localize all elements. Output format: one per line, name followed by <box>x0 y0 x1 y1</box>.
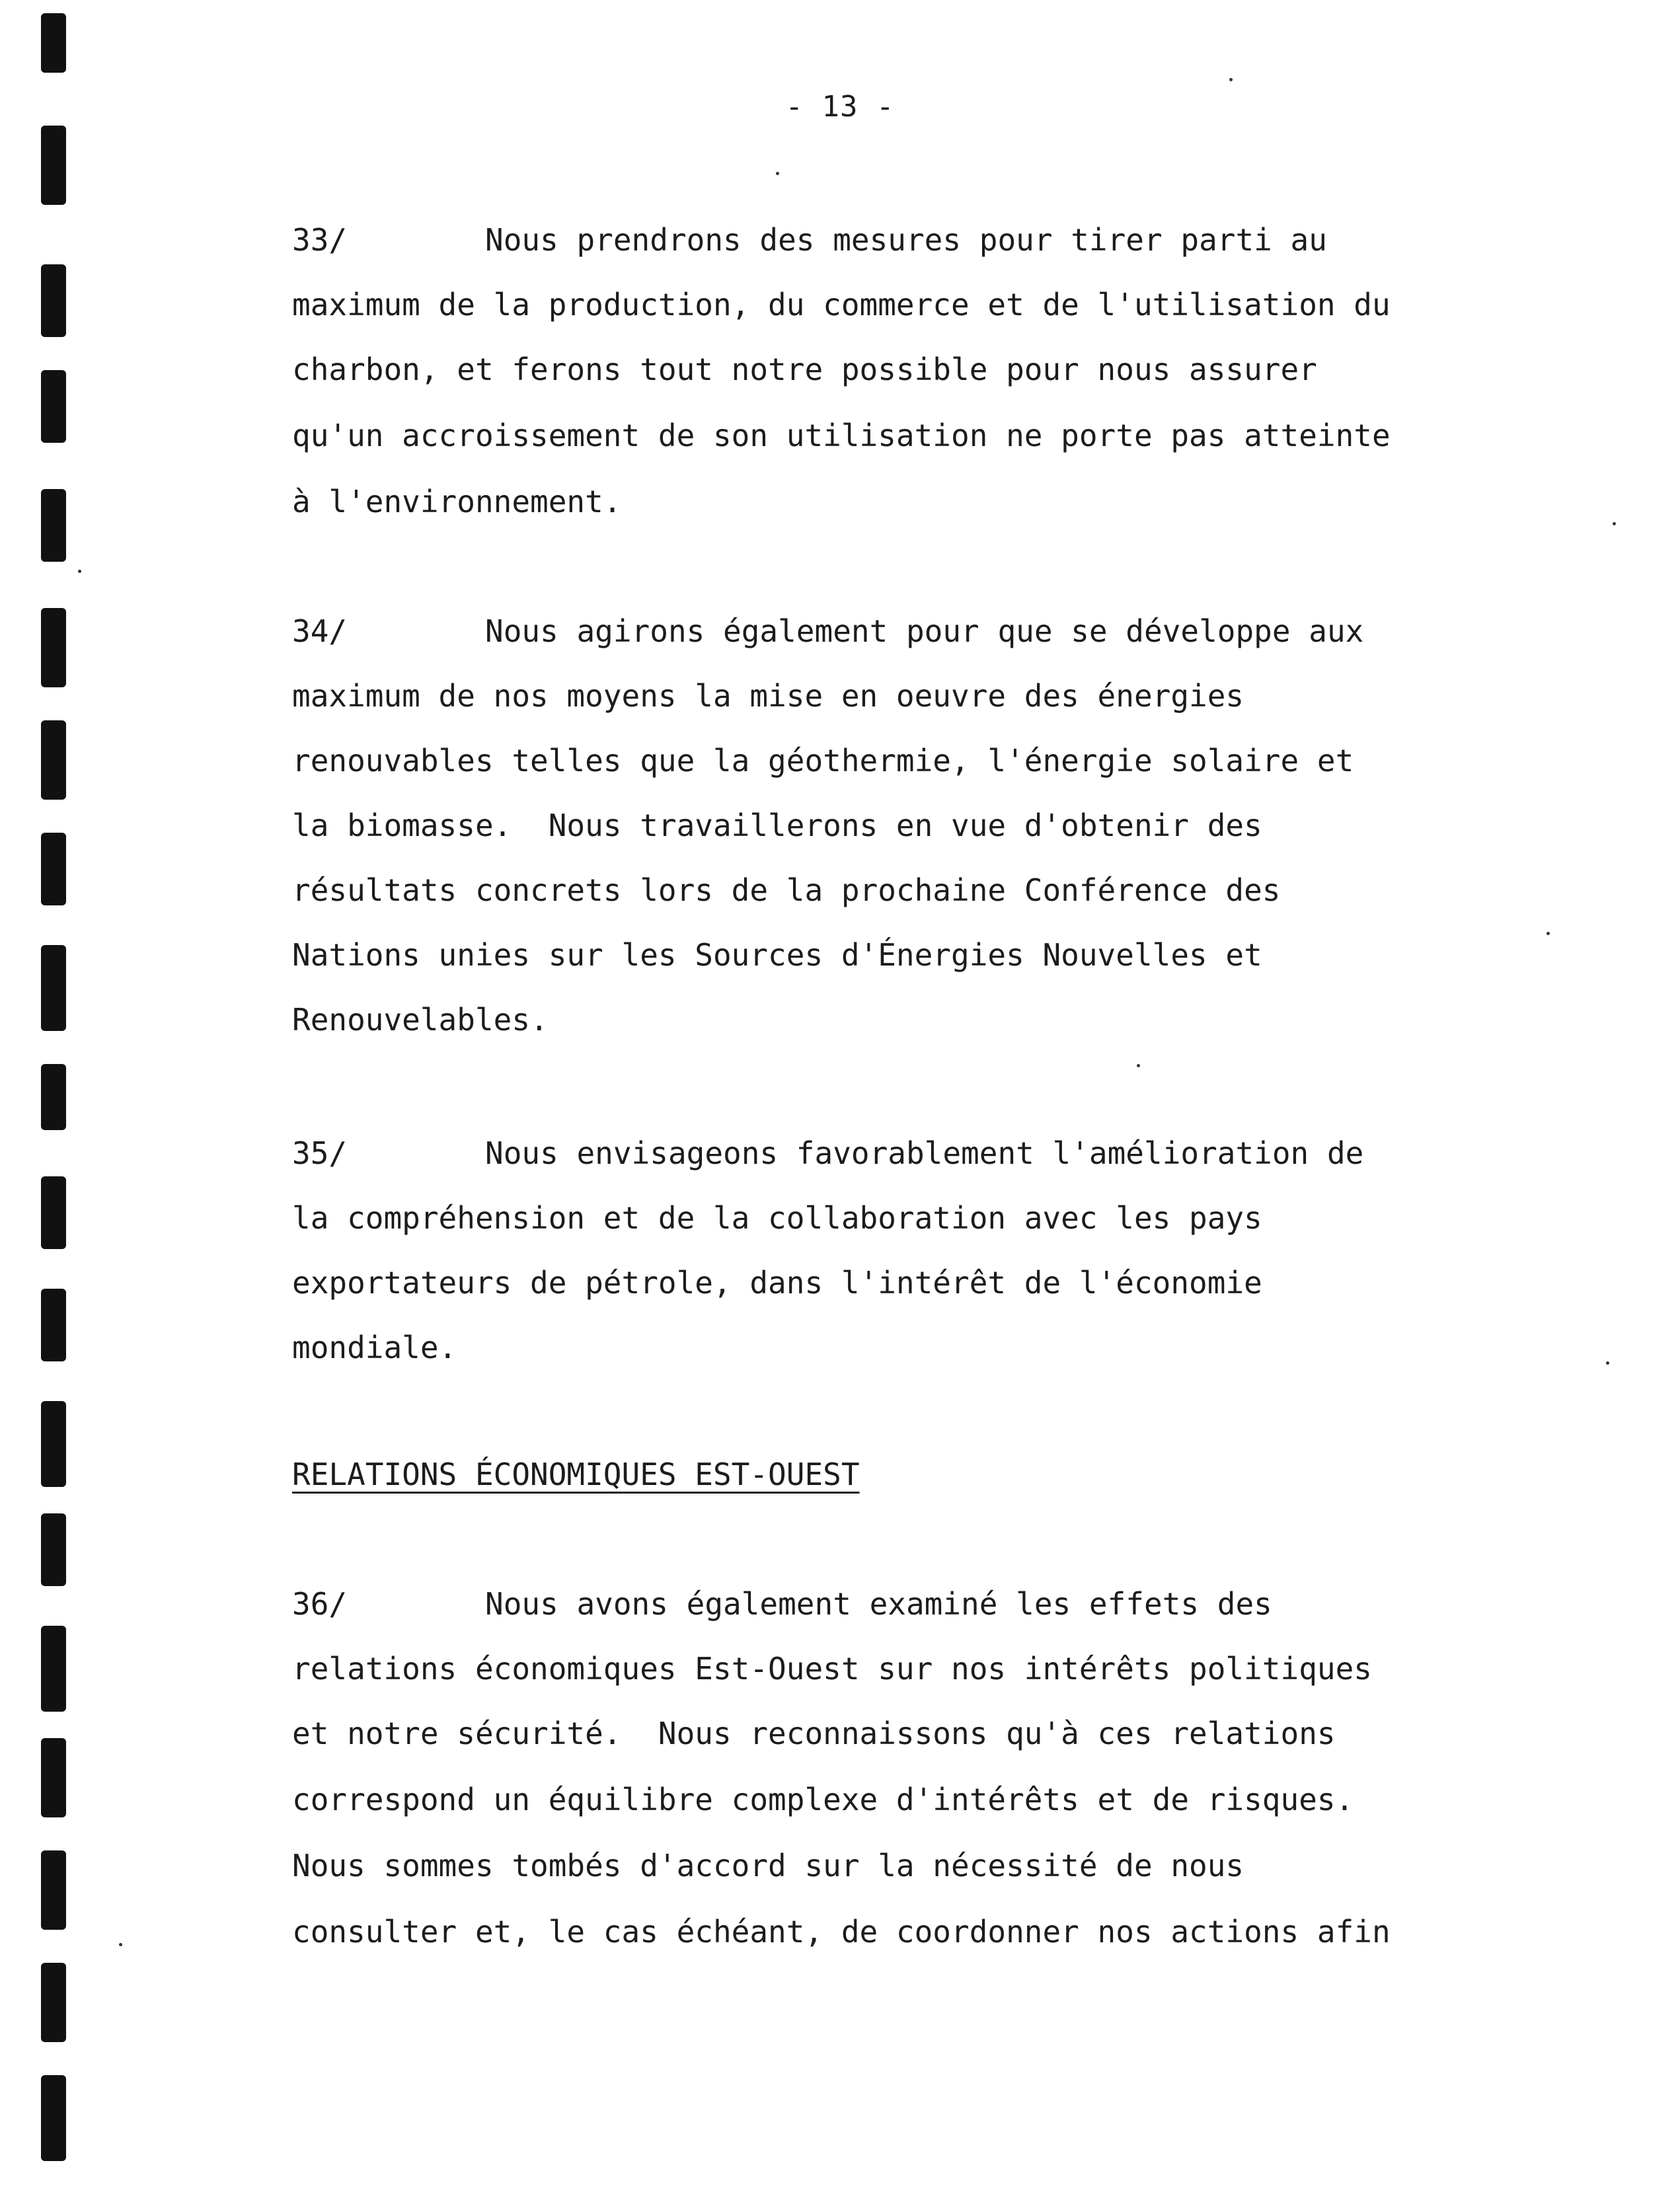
punch-hole <box>41 126 66 205</box>
paragraph-line: la biomasse. Nous travaillerons en vue d'obtenir des <box>292 808 1262 843</box>
punch-hole <box>41 13 66 73</box>
paragraph-line: Nous envisageons favorablement l'amélioration de <box>485 1135 1364 1171</box>
punch-hole <box>41 1064 66 1130</box>
punch-hole <box>41 1850 66 1930</box>
paragraph-line: renouvables telles que la géothermie, l'énergie solaire et <box>292 743 1354 779</box>
paragraph-number: 36/ <box>292 1586 348 1622</box>
paragraph-line: Nations unies sur les Sources d'Énergies Nouvelles et <box>292 937 1262 973</box>
punch-hole <box>41 264 66 337</box>
punch-hole <box>41 945 66 1031</box>
scan-speck <box>1613 522 1616 525</box>
section-heading: RELATIONS ÉCONOMIQUES EST-OUEST <box>292 1457 860 1492</box>
punch-hole <box>41 1289 66 1361</box>
paragraph-number: 35/ <box>292 1135 348 1171</box>
punch-hole <box>41 1401 66 1487</box>
paragraph-number: 33/ <box>292 222 348 258</box>
scan-speck <box>1606 1361 1609 1365</box>
scan-speck <box>1229 78 1233 81</box>
punch-hole <box>41 2075 66 2161</box>
scan-speck <box>119 1943 122 1946</box>
paragraph-line: mondiale. <box>292 1330 457 1365</box>
page-number: - 13 - <box>785 90 895 124</box>
punch-hole <box>41 1513 66 1586</box>
paragraph-line: exportateurs de pétrole, dans l'intérêt de l'économie <box>292 1265 1262 1301</box>
paragraph-line: Renouvelables. <box>292 1002 549 1038</box>
paragraph-line: la compréhension et de la collaboration avec les pays <box>292 1200 1262 1236</box>
paragraph-line: charbon, et ferons tout notre possible pour nous assurer <box>292 352 1317 387</box>
paragraph-number: 34/ <box>292 613 348 649</box>
punch-hole <box>41 370 66 443</box>
scan-speck <box>1546 932 1550 935</box>
paragraph-line: Nous avons également examiné les effets des <box>485 1586 1272 1622</box>
punch-hole <box>41 833 66 905</box>
paragraph-line: maximum de nos moyens la mise en oeuvre des énergies <box>292 678 1244 714</box>
scan-speck <box>776 172 779 175</box>
scan-speck <box>78 570 81 573</box>
punch-hole <box>41 1963 66 2042</box>
paragraph-line: relations économiques Est-Ouest sur nos intérêts politiques <box>292 1651 1372 1687</box>
paragraph-line: Nous sommes tombés d'accord sur la nécessité de nous <box>292 1848 1244 1883</box>
paragraph-line: maximum de la production, du commerce et de l'utilisation du <box>292 287 1391 323</box>
paragraph-line: à l'environnement. <box>292 484 622 519</box>
paragraph-line: consulter et, le cas échéant, de coordonner nos actions afin <box>292 1914 1391 1950</box>
paragraph-line: Nous agirons également pour que se développe aux <box>485 613 1364 649</box>
punch-hole <box>41 1738 66 1817</box>
punch-hole <box>41 1626 66 1712</box>
punch-hole <box>41 1176 66 1249</box>
punch-hole <box>41 720 66 800</box>
punch-hole <box>41 489 66 562</box>
paragraph-line: correspond un équilibre complexe d'intérêts et de risques. <box>292 1782 1354 1817</box>
paragraph-line: qu'un accroissement de son utilisation ne porte pas atteinte <box>292 418 1391 453</box>
paragraph-line: résultats concrets lors de la prochaine Conférence des <box>292 872 1281 908</box>
punch-hole <box>41 608 66 687</box>
paragraph-line: et notre sécurité. Nous reconnaissons qu'à ces relations <box>292 1716 1336 1751</box>
paragraph-line: Nous prendrons des mesures pour tirer parti au <box>485 222 1327 258</box>
binder-punch-holes <box>0 0 79 2206</box>
scan-speck <box>1137 1064 1140 1067</box>
